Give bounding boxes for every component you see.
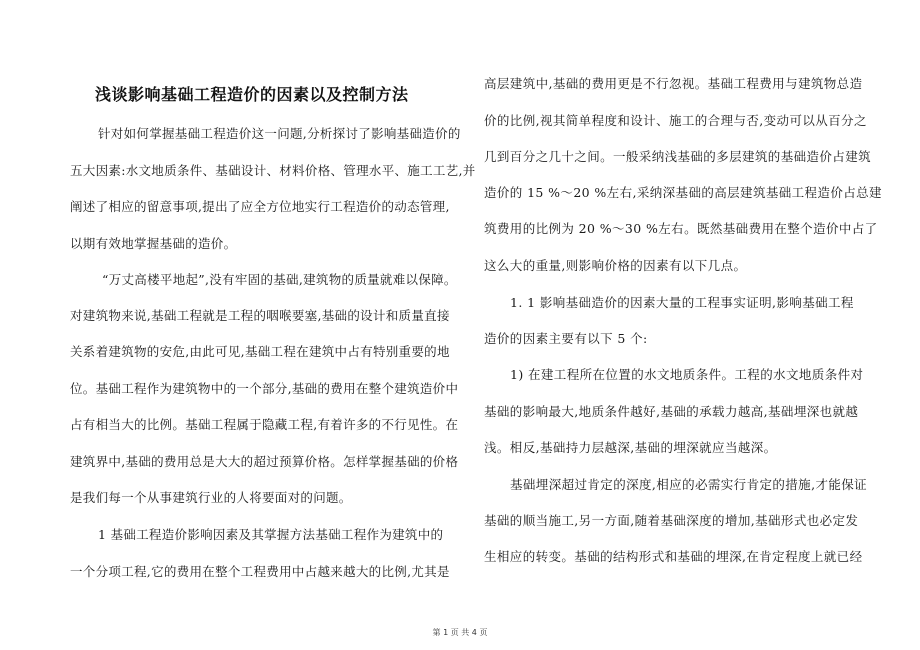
- text-line: 基础埋深超过肯定的深度,相应的必需实行肯定的措施,才能保证: [510, 477, 868, 492]
- text-line: 高层建筑中,基础的费用更是不行忽视。基础工程费用与建筑物总造: [484, 76, 863, 91]
- text-line: 针对如何掌握基础工程造价这一问题,分析探讨了影响基础造价的: [98, 126, 461, 141]
- text-line: 1 基础工程造价影响因素及其掌握方法基础工程作为建筑中的: [98, 527, 444, 542]
- text-line: 筑费用的比例为 20 %～30 %左右。既然基础费用在整个造价中占了: [484, 221, 878, 236]
- text-line: 几到百分之几十之间。一般采纳浅基础的多层建筑的基础造价占建筑: [484, 149, 872, 164]
- text-line: 阐述了相应的留意事项,提出了应全方位地实行工程造价的动态管理,: [70, 199, 450, 214]
- text-line: 生相应的转变。基础的结构形式和基础的埋深,在肯定程度上就已经: [484, 549, 863, 564]
- text-line: 这么大的重量,则影响价格的因素有以下几点。: [484, 258, 747, 273]
- text-line: 基础的顺当施工,另一方面,随着基础深度的增加,基础形式也必定发: [484, 513, 859, 528]
- text-line: “万丈高楼平地起”,没有牢固的基础,建筑物的质量就难以保障。: [102, 272, 457, 287]
- page-footer: 第 1 页 共 4 页: [432, 628, 488, 637]
- text-line: 占有相当大的比例。基础工程属于隐藏工程,有着许多的不行见性。在: [70, 417, 459, 432]
- text-line: 是我们每一个从事建筑行业的人将要面对的问题。: [70, 490, 352, 505]
- text-line: 以期有效地掌握基础的造价。: [70, 236, 237, 251]
- text-line: 1. 1 影响基础造价的因素大量的工程事实证明,影响基础工程: [510, 295, 854, 310]
- document-title: 浅谈影响基础工程造价的因素以及控制方法: [95, 85, 409, 104]
- text-line: 价的比例,视其简单程度和设计、施工的合理与否,变动可以从百分之: [484, 113, 867, 128]
- text-line: 造价的因素主要有以下 5 个:: [484, 331, 648, 346]
- text-line: 造价的 15 %～20 %左右,采纳深基础的高层建筑基础工程造价占总建: [484, 185, 882, 200]
- text-line: 基础的影响最大,地质条件越好,基础的承载力越高,基础埋深也就越: [484, 404, 859, 419]
- text-line: 位。基础工程作为建筑物中的一个部分,基础的费用在整个建筑造价中: [70, 381, 459, 396]
- text-line: 建筑界中,基础的费用总是大大的超过预算价格。怎样掌握基础的价格: [70, 454, 459, 469]
- text-line: 一个分项工程,它的费用在整个工程费用中占越来越大的比例,尤其是: [70, 564, 450, 579]
- text-line: 对建筑物来说,基础工程就是工程的咽喉要塞,基础的设计和质量直接: [70, 308, 450, 323]
- text-line: 关系着建筑物的安危,由此可见,基础工程在建筑中占有特别重要的地: [70, 344, 450, 359]
- text-line: 浅。相反,基础持力层越深,基础的埋深就应当越深。: [484, 440, 777, 455]
- text-line: 1) 在建工程所在位置的水文地质条件。工程的水文地质条件对: [510, 367, 864, 382]
- text-line: 五大因素:水文地质条件、基础设计、材料价格、管理水平、施工工艺,并: [70, 163, 476, 178]
